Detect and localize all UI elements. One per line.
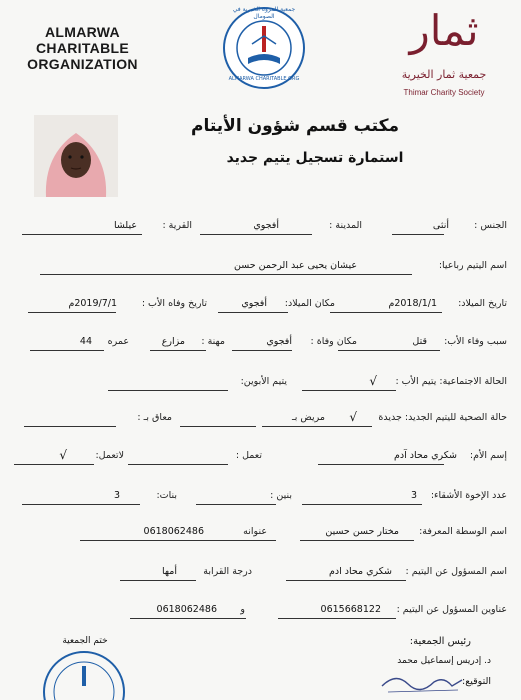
siblings-label: عدد الإخوة الأشقاء: <box>430 490 507 501</box>
age-line <box>30 350 104 351</box>
death-place-line <box>232 350 292 351</box>
phone1-line <box>278 618 396 619</box>
reference-value: مختار حسن حسين <box>325 526 399 537</box>
gender-line <box>392 234 444 235</box>
village-value: عيلشا <box>113 220 137 231</box>
phone2-line <box>130 618 246 619</box>
thimar-name-ar: جمعية ثمار الخيرية <box>401 68 487 81</box>
orphan-name-line <box>40 274 412 275</box>
pob-line <box>218 312 288 313</box>
works-label: تعمل : <box>235 450 262 461</box>
city-label: المدينة : <box>329 220 362 231</box>
disabled-label: معاق بـ : <box>137 412 172 423</box>
job-value: مزارع <box>161 336 185 347</box>
signature-label: التوقيع: <box>462 676 491 687</box>
president-name: د. إدريس إسماعيل محمد <box>397 656 491 666</box>
daughters-value: 3 <box>113 490 120 501</box>
both-parents-line <box>108 390 228 391</box>
relation-label: درجة القرابة <box>203 566 252 577</box>
sick-line <box>180 426 256 427</box>
health-check: √ <box>349 410 357 424</box>
works-line <box>128 464 228 465</box>
dob-line <box>330 312 442 313</box>
gender-value: أنثى <box>432 220 449 231</box>
disabled-line <box>24 426 116 427</box>
dob-label: تاريخ الميلاد: <box>458 298 507 309</box>
not-working-check: √ <box>59 448 67 462</box>
guardian-value: شكري محاد ادم <box>328 566 392 577</box>
sons-line <box>196 504 276 505</box>
death-cause-value: قتل <box>412 336 427 347</box>
daughters-line <box>22 504 140 505</box>
address-label: عنوانه <box>243 526 267 537</box>
thimar-name-en: Thimar Charity Society <box>403 88 485 97</box>
orphan-name-value: عيشان يحيى عبد الرحمن حسن <box>234 260 357 271</box>
father-death-value: 2019/7/1م <box>68 298 117 309</box>
pob-label: مكان الميلاد: <box>284 298 335 309</box>
seal-text-top: جمعية المروة الخيرية في الصومال <box>232 6 296 20</box>
siblings-line <box>302 504 422 505</box>
not-working-label: لاتعمل: <box>95 450 124 461</box>
city-value: أفجوي <box>253 220 279 231</box>
orphan-photo <box>34 115 118 197</box>
and-label: و <box>240 604 245 615</box>
thimar-logo <box>380 6 508 106</box>
thimar-logo-word: ثمار <box>409 6 479 55</box>
sons-label: بنين : <box>270 490 292 501</box>
org-name-line1: ALMARWA CHARITABLE <box>36 24 129 56</box>
job-line <box>150 350 206 351</box>
president-label: رئيس الجمعية: <box>409 636 471 647</box>
sick-label: مريض بـ <box>291 412 325 423</box>
seal-text-bottom: ALMARWA CHARITABLE ORG <box>228 76 300 82</box>
pob-value: أفجوي <box>241 298 267 309</box>
death-cause-line <box>338 350 440 351</box>
gender-label: الجنس : <box>474 220 507 231</box>
form-title: استمارة تسجيل يتيم جديد <box>226 150 404 166</box>
stamp-label: ختم الجمعية <box>62 636 108 646</box>
orphan-name-label: اسم اليتيم رباعيا: <box>438 260 507 271</box>
mother-name-value: شكري محاد آدم <box>393 450 457 461</box>
village-label: القرية : <box>162 220 192 231</box>
guardian-label: اسم المسؤول عن اليتيم : <box>405 566 507 577</box>
father-death-label: تاريخ وفاه الأب : <box>141 298 207 309</box>
guardian-phone2: 0618062486 <box>156 604 217 615</box>
organization-stamp <box>40 648 128 700</box>
father-death-line <box>28 312 116 313</box>
job-label: مهنة : <box>201 336 225 347</box>
office-title: مكتب قسم شؤون الأيتام <box>191 116 399 136</box>
not-working-line <box>14 464 94 465</box>
president-signature <box>378 668 466 696</box>
death-place-value: أفجوي <box>266 336 292 347</box>
age-value: 44 <box>79 336 92 347</box>
org-name-line2: ORGANIZATION <box>27 56 138 72</box>
mother-name-line <box>318 464 444 465</box>
guardian-line <box>286 580 406 581</box>
dob-value: 2018/1/1م <box>388 298 437 309</box>
address-line <box>80 540 276 541</box>
siblings-value: 3 <box>410 490 417 501</box>
guardian-contact-label: عناوين المسؤول عن اليتيم : <box>396 604 507 615</box>
daughters-label: بنات: <box>156 490 177 501</box>
death-cause-label: سبب وفاء الأب: <box>444 336 507 347</box>
village-line <box>22 234 142 235</box>
address-value: 0618062486 <box>143 526 204 537</box>
guardian-phone1: 0615668122 <box>320 604 381 615</box>
relation-value: أمها <box>161 566 177 577</box>
age-label: عمره <box>107 336 129 347</box>
death-place-label: مكان وفاة : <box>310 336 357 347</box>
reference-line <box>300 540 414 541</box>
health-label: حالة الصحية لليتيم الجديد: جديدة <box>378 412 507 423</box>
mother-name-label: إسم الأم: <box>469 450 507 461</box>
social-status-label: الحالة الاجتماعية: يتيم الأب : <box>395 376 507 387</box>
city-line <box>200 234 312 235</box>
social-status-check: √ <box>369 374 377 388</box>
father-orphan-line <box>302 390 396 391</box>
both-parents-label: يتيم الأبوين: <box>240 376 287 387</box>
reference-label: اسم الوسطة المعرفة: <box>419 526 507 537</box>
relation-line <box>120 580 196 581</box>
health-new-line <box>262 426 372 427</box>
